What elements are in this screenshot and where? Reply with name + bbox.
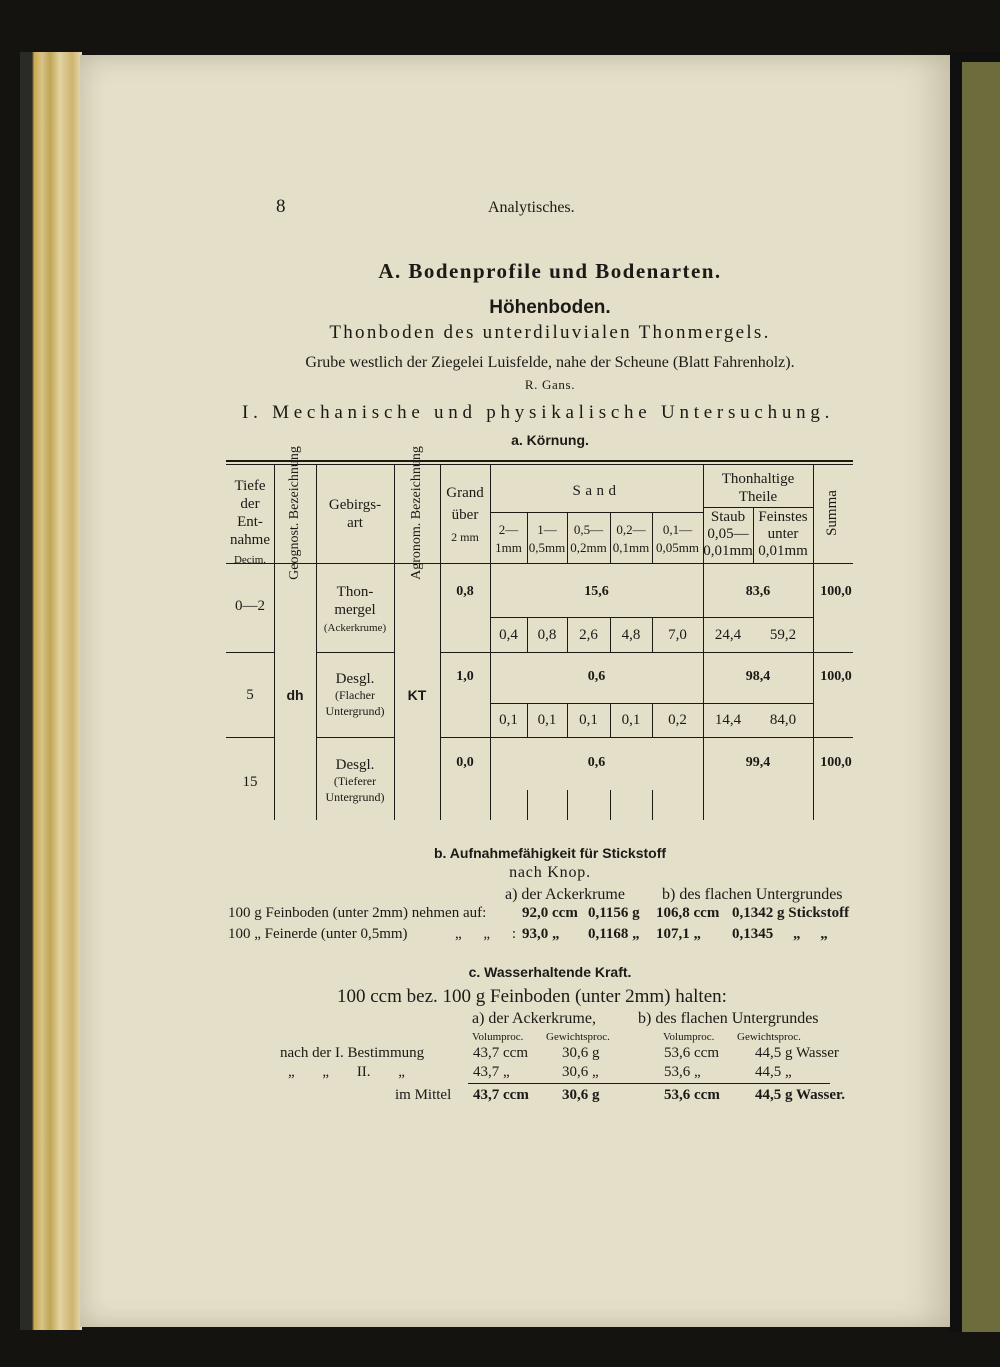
row1-gebirgsart: [316, 583, 394, 637]
row2-gebirgsart: [316, 671, 394, 719]
row2-grand: 1,0: [456, 669, 474, 684]
header-gebirgsart: [316, 496, 394, 532]
author: R. Gans.: [524, 377, 576, 392]
header-tiefe-line: nahme: [230, 532, 270, 548]
section-c-gew-a: Gewichtsproc.: [546, 1031, 610, 1043]
row2-tiefe: 5: [246, 687, 254, 703]
header-fraction-text: 0,1—: [662, 522, 693, 537]
header-grand-line: über: [451, 507, 479, 523]
section-c-row2-b-vol: 53,6 „: [664, 1064, 701, 1080]
part-title: [242, 402, 834, 424]
row3-note: (Tieferer: [333, 774, 377, 788]
row1-note: (Ackerkrume): [323, 622, 387, 634]
row2-staub: 14,4: [714, 712, 742, 728]
header-fraction-text: 1mm: [495, 540, 522, 555]
section-c-row1-label: nach der I. Bestimmung: [280, 1045, 425, 1061]
header-tiefe-line: Ent-: [237, 514, 263, 530]
row2-fraction-3: 0,1: [579, 712, 598, 728]
header-grand-line: 2 mm: [451, 530, 479, 544]
header-staub-line: 0,01mm: [703, 543, 753, 559]
geognost-value: dh: [286, 687, 304, 703]
section-c-row1-a-gew: 30,6 g: [562, 1045, 600, 1061]
section-b-row2-a-ccm: 93,0 „: [522, 926, 560, 942]
section-c-mean-b-gew: 44,5 g Wasser.: [755, 1087, 846, 1103]
section-c-row2-b-gew: 44,5 „: [755, 1064, 792, 1080]
header-summa: Summa: [824, 490, 840, 536]
header-sand: Sand: [572, 483, 621, 499]
section-c-row2-a-gew: 30,6 „: [562, 1064, 599, 1080]
section-c-subtitle: 100 ccm bez. 100 g Feinboden (unter 2mm) halten:: [337, 986, 727, 1007]
header-grand-line: Grand: [446, 485, 484, 501]
page-number: 8: [276, 196, 286, 217]
section-b-row1-a-ccm: 92,0 ccm: [522, 905, 578, 921]
header-thonhaltige: [703, 470, 813, 506]
header-fraction-text: 0,5—: [573, 522, 604, 537]
row1-feinstes: 59,2: [769, 627, 797, 643]
header-geognost: Geognost. Bezeichnung: [287, 446, 302, 580]
header-fraction-text: 0,5mm: [528, 540, 566, 555]
section-b-row2-a-g: 0,1168 „: [588, 926, 640, 942]
section-b-row1-b-ccm: 106,8 ccm: [656, 905, 720, 921]
header-gebirgsart-line: art: [347, 515, 363, 531]
header-fraction-text: 0,05mm: [656, 540, 699, 555]
row3-sand-total: 0,6: [587, 755, 606, 770]
header-feinstes: [753, 509, 813, 560]
header-tiefe: [226, 477, 274, 569]
header-tiefe-line: Tiefe: [234, 478, 266, 494]
header-staub-line: 0,05—: [707, 526, 749, 542]
section-b-row1-a-g: 0,1156 g: [588, 905, 640, 921]
row2-note: Untergrund): [325, 704, 385, 718]
section-c-title: c. Wasserhaltende Kraft.: [468, 964, 632, 980]
header-fraction-2: [527, 521, 567, 557]
section-c-col-b: b) des flachen Untergrundes: [638, 1010, 819, 1027]
row1-fraction-1: 0,4: [499, 627, 518, 643]
header-gebirgsart-line: Gebirgs-: [328, 497, 382, 513]
row2-fraction-4: 0,1: [621, 712, 641, 728]
row1-sand-total: 15,6: [584, 584, 609, 599]
section-b-row2-b-ccm: 107,1 „: [656, 926, 701, 942]
row3-gebirgsart-line: Desgl.: [335, 757, 375, 773]
header-fraction-text: 1—: [537, 522, 557, 537]
row2-sand-total: 0,6: [587, 669, 606, 684]
section-b-col-b: b) des flachen Untergrundes: [662, 886, 843, 903]
section-title: A. Bodenprofile und Bodenarten.: [378, 259, 722, 283]
subsection-title: Höhenboden.: [489, 297, 611, 318]
row2-feinstes: 84,0: [769, 712, 797, 728]
row1-fraction-2: 0,8: [537, 627, 557, 643]
book-page-edges: [20, 52, 82, 1330]
row2-gebirgsart-line: Desgl.: [335, 671, 375, 687]
section-b-row1-b-g: 0,1342 g Stickstoff: [732, 905, 850, 921]
header-tiefe-unit: Decim.: [233, 554, 267, 566]
section-b-subtitle: nach Knop.: [509, 864, 591, 881]
section-b-row1-label: 100 g Feinboden (unter 2mm) nehmen auf:: [228, 905, 487, 921]
row1-thon-total: 83,6: [745, 584, 771, 599]
header-thonhaltige-line: Thonhaltige: [721, 471, 795, 487]
table-title: a. Körnung.: [511, 432, 589, 448]
header-fraction-text: 2—: [498, 522, 519, 537]
section-c-col-a: a) der Ackerkrume,: [472, 1010, 596, 1027]
book-page: [80, 55, 950, 1327]
row3-gebirgsart: [316, 757, 394, 805]
header-fraction-text: 0,1mm: [612, 540, 650, 555]
row3-thon-total: 99,4: [745, 755, 771, 770]
header-staub-line: Staub: [710, 509, 746, 525]
soil-title: Thonboden des unterdiluvialen Thonmergels.: [329, 322, 771, 343]
row1-gebirgsart-line: mergel: [334, 602, 376, 618]
section-b-title: b. Aufnahmefähigkeit für Stickstoff: [433, 845, 667, 861]
header-feinstes-line: Feinstes: [758, 509, 808, 525]
adjacent-page-strip: [948, 52, 1000, 1332]
row1-fraction-3: 2,6: [579, 627, 598, 643]
header-fraction-5: [652, 521, 703, 557]
location: Grube westlich der Ziegelei Luisfelde, nahe der Scheune (Blatt Fahrenholz).: [305, 354, 795, 371]
header-tiefe-line: der: [240, 496, 260, 512]
row1-summa: 100,0: [820, 584, 852, 599]
row2-fraction-5: 0,2: [668, 712, 687, 728]
section-c-row1-b-vol: 53,6 ccm: [664, 1045, 719, 1061]
header-fraction-4: [610, 521, 652, 557]
section-b-row2-ditto: „ „ :: [455, 926, 516, 942]
row2-fraction-1: 0,1: [499, 712, 518, 728]
section-c-vol-b: Volumproc.: [663, 1031, 715, 1043]
section-c-row1-b-gew: 44,5 g Wasser: [755, 1045, 839, 1061]
header-feinstes-line: 0,01mm: [758, 543, 808, 559]
row2-note: (Flacher: [335, 688, 375, 702]
section-c-mean-label: im Mittel: [395, 1087, 452, 1103]
row2-thon-total: 98,4: [745, 669, 771, 684]
section-c-row2-a-vol: 43,7 „: [473, 1064, 510, 1080]
section-b-row2-b-g: 0,1345 „ „: [732, 926, 828, 942]
header-fraction-text: 0,2mm: [570, 540, 607, 555]
sum-rule: [468, 1083, 830, 1084]
section-c-vol-a: Volumproc.: [472, 1031, 524, 1043]
section-c-row1-a-vol: 43,7 ccm: [473, 1045, 528, 1061]
row1-tiefe: 0—2: [235, 598, 265, 614]
header-fraction-text: 0,2—: [616, 522, 646, 537]
header-grand: [440, 482, 490, 548]
row3-note: Untergrund): [325, 790, 385, 804]
adjacent-page: [962, 62, 1000, 1332]
header-feinstes-line: unter: [767, 526, 799, 542]
row3-tiefe: 15: [242, 774, 258, 790]
section-c-row2-label: „ „ II. „: [288, 1064, 405, 1080]
row1-staub: 24,4: [714, 627, 742, 643]
agronom-value: KT: [407, 687, 427, 703]
header-fraction-1: [490, 521, 527, 557]
section-b-col-a: a) der Ackerkrume: [505, 886, 625, 903]
row1-gebirgsart-line: Thon-: [336, 584, 374, 600]
row2-fraction-2: 0,1: [537, 712, 557, 728]
row1-fraction-4: 4,8: [621, 627, 641, 643]
section-c-mean-a-vol: 43,7 ccm: [473, 1087, 529, 1103]
row1-fraction-5: 7,0: [668, 627, 687, 643]
row2-summa: 100,0: [820, 669, 852, 684]
header-fraction-3: [567, 521, 610, 557]
section-c-mean-a-gew: 30,6 g: [562, 1087, 600, 1103]
section-c-gew-b: Gewichtsproc.: [737, 1031, 801, 1043]
header-thonhaltige-line: Theile: [738, 489, 778, 505]
header-agronom: Agronom. Bezeichnung: [409, 446, 424, 580]
part-title-text: I. Mechanische und physikalische Untersuchung.: [242, 402, 835, 423]
section-c-mean-b-vol: 53,6 ccm: [664, 1087, 720, 1103]
running-head: Analytisches.: [488, 199, 575, 216]
section-b-row2-label: 100 „ Feinerde (unter 0,5mm): [228, 926, 408, 942]
row3-summa: 100,0: [820, 755, 852, 770]
row3-grand: 0,0: [456, 755, 474, 770]
row1-grand: 0,8: [456, 584, 474, 599]
header-staub: [703, 509, 753, 560]
